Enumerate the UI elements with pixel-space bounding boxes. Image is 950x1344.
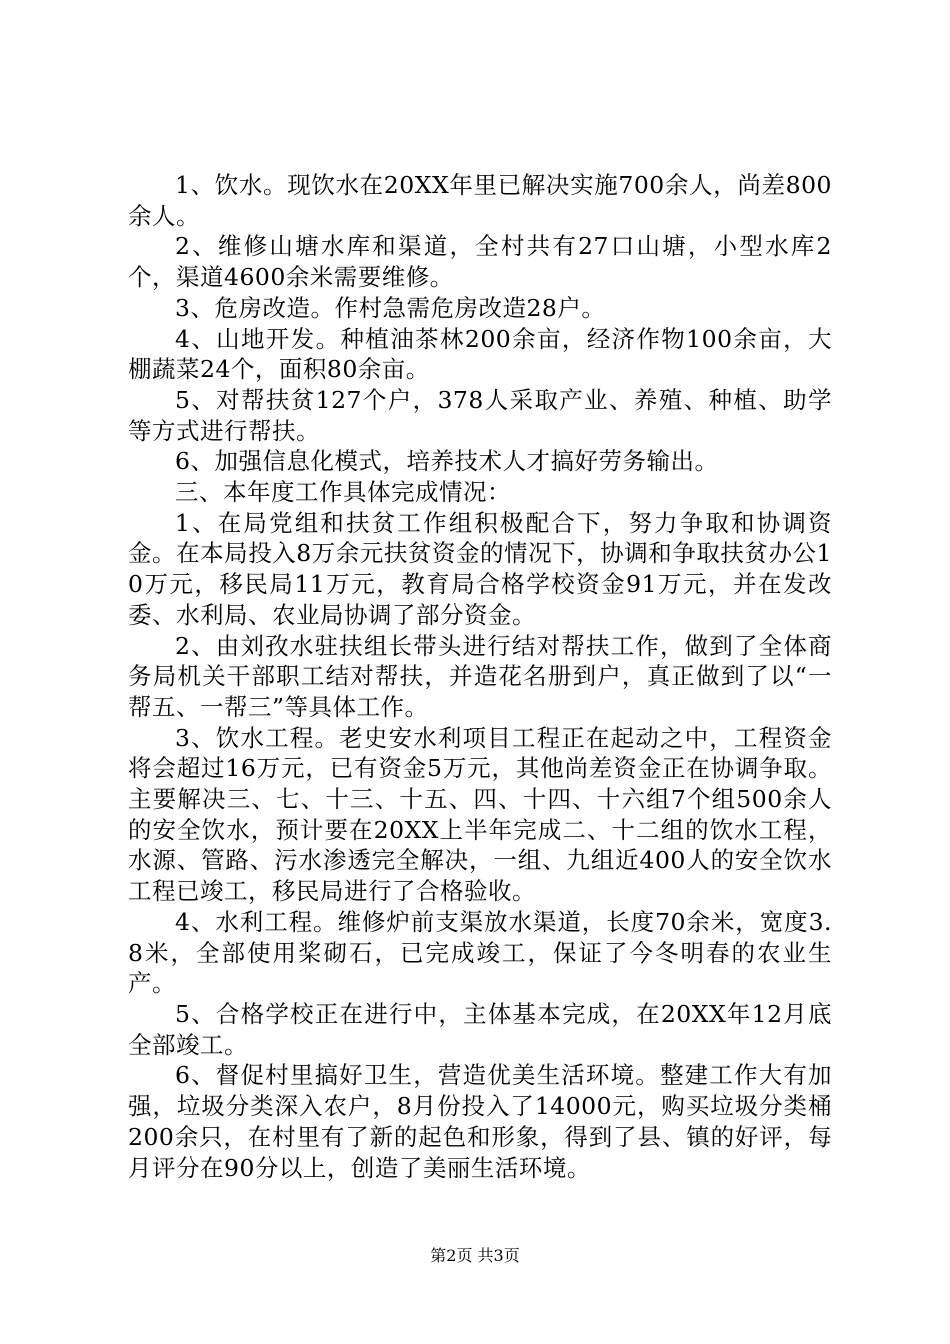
document-body <box>128 170 832 1183</box>
paragraph-卫生环境: 6、督促村里搞好卫生，营造优美生活环境。整建工作大有加强，垃圾分类深入农户，8月份投入了14000元，购买垃圾分类桶200余只，在村里有了新的起色和形象，得到了县、镇的好评，每月评分在90分以上，创造了美丽生活环境。 <box>128 1061 832 1182</box>
paragraph-信息化: 6、加强信息化模式，培养技术人才搞好劳务输出。 <box>175 447 719 476</box>
paragraph-危房改造: 3、危房改造。作村急需危房改造28户。 <box>175 293 606 322</box>
page-number-footer: 第2页 共3页 <box>430 1246 520 1265</box>
paragraph-帮扶贫: 5、对帮扶贫127个户，378人采取产业、养殖、种植、助学等方式进行帮扶。 <box>128 385 832 445</box>
section-heading: 三、本年度工作具体完成情况： <box>175 478 511 507</box>
paragraph-饮水工程: 3、饮水工程。老史安水利项目工程正在起动之中，工程资金将会超过16万元，已有资金5万元，其他尚差资金正在协调争取。主要解决三、七、十三、十五、四、十四、十六组7个组500余人的安全饮水，预计要在20XX上半年完成二、十二组的饮水工程，水源、管路、污水渗透完全解决，一组、九组近400人的安全饮水工程已竣工，移民局进行了合格验收。 <box>128 723 832 906</box>
paragraph-山地开发: 4、山地开发。种植油茶林200余亩，经济作物100余亩，大棚蔬菜24个，面积80余亩。 <box>128 324 832 384</box>
paragraph-水利工程: 4、水利工程。维修炉前支渠放水渠道，长度70余米，宽度3.8米，全部使用桨砌石，已完成竣工，保证了今冬明春的农业生产。 <box>128 907 832 998</box>
paragraph-饮水: 1、饮水。现饮水在20XX年里已解决实施700余人，尚差800余人。 <box>128 171 832 230</box>
paragraph-合格学校: 5、合格学校正在进行中，主体基本完成，在20XX年12月底全部竣工。 <box>128 999 832 1059</box>
paragraph-维修山塘: 2、维修山塘水库和渠道，全村共有27口山塘，小型水库2个，渠道4600余米需要维修。 <box>128 232 832 292</box>
paragraph-协调资金: 1、在局党组和扶贫工作组积极配合下，努力争取和协调资金。在本局投入8万余元扶贫资金的情况下，协调和争取扶贫办公10万元，移民局11万元，教育局合格学校资金91万元，并在发改委、水利局、农业局协调了部分资金。 <box>128 508 832 629</box>
paragraph-结对帮扶: 2、由刘孜水驻扶组长带头进行结对帮扶工作，做到了全体商务局机关干部职工结对帮扶，并造花名册到户，真正做到了以“一帮五、一帮三”等具体工作。 <box>128 631 832 721</box>
